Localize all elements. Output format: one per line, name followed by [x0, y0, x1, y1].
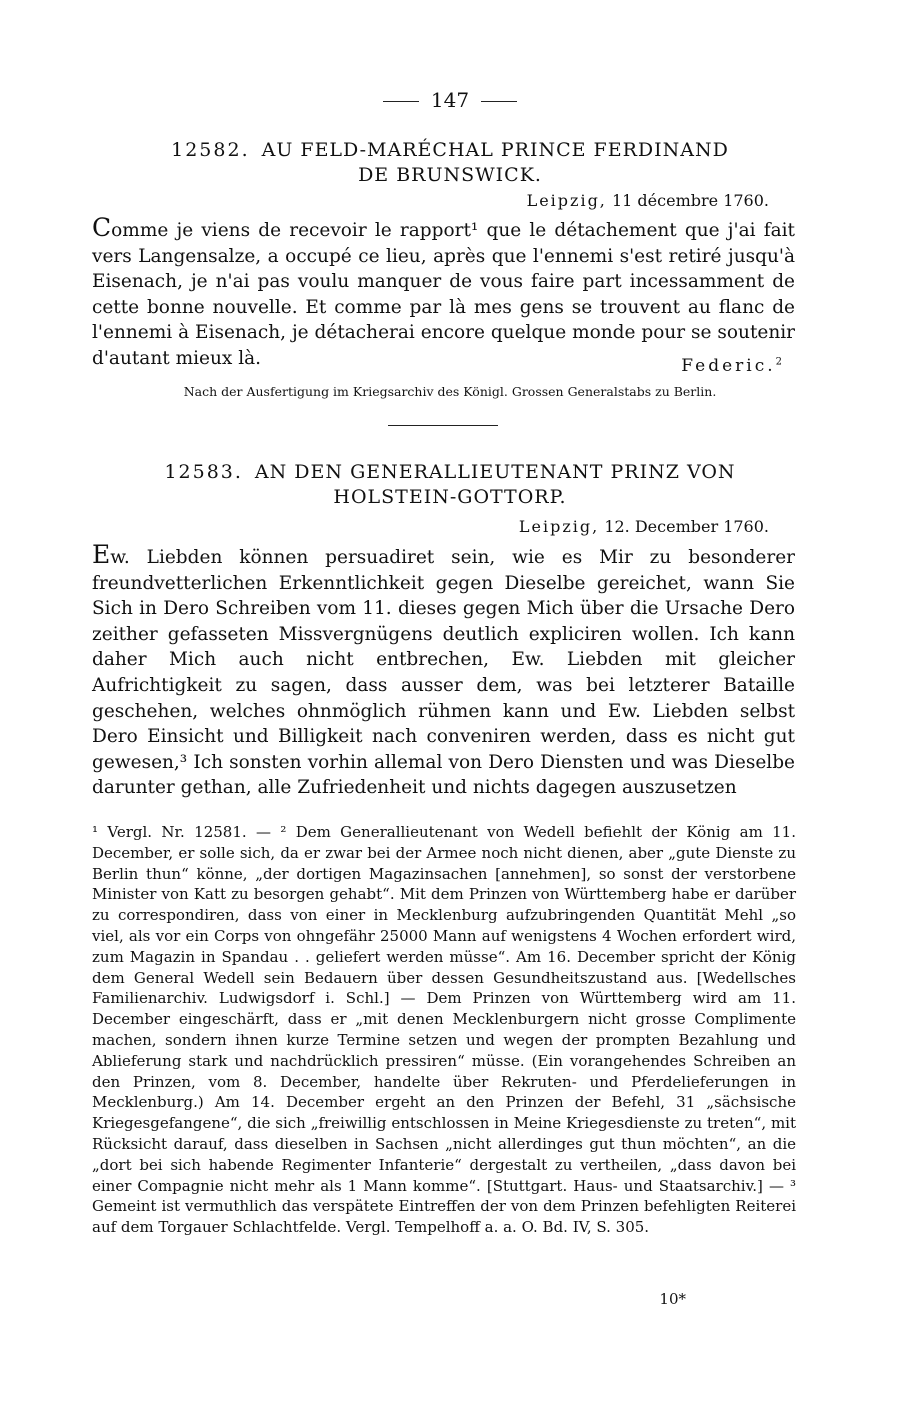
letter2-dateline [519, 517, 769, 536]
letter2-body [92, 542, 795, 801]
right-dash [481, 101, 517, 102]
letter1-signature [681, 356, 782, 376]
left-dash [383, 101, 419, 102]
letter2-date: 12. December 1760. [604, 517, 769, 536]
letter1-date: 11 décembre 1760. [611, 191, 769, 210]
letter1-title-line2: DE BRUNSWICK. [358, 164, 542, 186]
letter1-text: omme je viens de recevoir le rapport¹ que le détachement que j'ai fait vers Langensalze, a occupé ce lieu, après que l'ennemi s'est retiré jusqu'à Eisenach, je n'ai pas voulu manquer de vous faire part incessamment de cette bonne nouvelle. Et comme par là mes gens se trouvent au flanc de l'ennemi à Eisenach, je détacherai encore quelque monde pour se soutenir d'autant mieux là. [92, 220, 795, 369]
letter1-heading-line1 [96, 138, 804, 163]
footnotes: ¹ Vergl. Nr. 12581. — ² Dem Generallieutenant von Wedell befiehlt der König am 11. December, er solle sich, da er zwar bei der Armee noch nicht dienen, aber „gute Dienste zu Berlin thun“ könne, „der dortigen Magazinsachen [annehmen], so sonst der verstorbene Minister von Katt zu besorgen gehabt“. Mit dem Prinzen von Württemberg habe er darüber zu correspondiren, dass von einer in Mecklenburg aufzubringenden Quantität Mehl „so viel, als vor ein Corps von ohngefähr 25000 Mann auf wenigstens 4 Wochen erfordert wird, zum Magazin in Spandau . . geliefert werden müsse“. Am 16. December spricht der König dem General Wedell sein Bedauern über dessen Gesundheitszustand aus. [Wedellsches Familienarchiv. Ludwigsdorf i. Schl.] — Dem Prinzen von Württemberg wird am 11. December eingeschärft, dass er „mit denen Mecklenburgern nicht grosse Complimente machen, sondern ihnen kurze Termine setzen und wegen der prompten Bezahlung und Ablieferung stark und nachdrücklich pressiren“ müsse. (Ein vorangehendes Schreiben an den Prinzen, vom 8. December, handelte über Rekruten- und Pferdelieferungen in Mecklenburg.) Am 14. December ergeht an den Prinzen der Befehl, 31 „sächsische Kriegesgefangene“, die sich „freiwillig entschlossen in Meine Kriegesdienste zu treten“, mit Rücksicht darauf, dass dieselben in Sachsen „nicht allerdinges gut thun möchten“, an die „dort bei sich habende Regimenter Infanterie“ dergestalt zu vertheilen, „dass davon bei einer Compagnie nicht mehr als 1 Mann komme“. [Stuttgart. Haus- und Staatsarchiv.] — ³ Gemeint ist vermuthlich das verspätete Eintreffen der von dem Prinzen befehligten Reiterei auf dem Torgauer Schlachtfelde. Vergl. Tempelhoff a. a. O. Bd. IV, S. 305. [92, 823, 796, 1237]
letter1-signature-note: 2 [775, 356, 782, 368]
letter1-initial: C [92, 213, 112, 242]
letter1-signature-text: Federic. [681, 356, 776, 376]
letter1-body [92, 215, 795, 372]
page-number-line [0, 88, 900, 112]
letter2-initial: E [92, 540, 111, 569]
letter2-number: 12583. [164, 461, 243, 483]
letter2-text: w. Liebden können persuadiret sein, wie es Mir zu besonderer freundvetterlichen Erkenntlichkeit gegen Dieselbe gereichet, wann Sie Sich in Dero Schreiben vom 11. dieses gegen Mich über die Ursache Dero zeither gefasseten Missvergnügens deutlich expliciren wollen. Ich kann daher Mich auch nicht entbrechen, Ew. Liebden mit gleicher Aufrichtigkeit zu sagen, dass ausser dem, was bei letzterer Bataille geschehen, welches ohnmöglich rühmen kann und Ew. Liebden selbst Dero Einsicht und Billigkeit nach conveniren werden, dass es nicht gut gewesen,³ Ich sonsten vorhin allemal von Dero Diensten und was Dieselbe darunter gethan, alle Zufriedenheit und nichts dagegen auszusetzen [92, 547, 795, 799]
letter1-number: 12582. [171, 139, 250, 161]
letter2-heading [96, 460, 804, 510]
letter1-title-line1: AU FELD-MARÉCHAL PRINCE FERDINAND [261, 139, 729, 161]
page-number: 147 [430, 88, 470, 112]
letter2-heading-line1 [96, 460, 804, 485]
letter2-title-line1: AN DEN GENERALLIEUTENANT PRINZ VON [254, 461, 736, 483]
letter1-place: Leipzig, [526, 191, 607, 210]
letter2-title-line2: HOLSTEIN-GOTTORP. [333, 486, 567, 508]
section-divider [388, 425, 498, 426]
letter1-dateline [527, 191, 769, 210]
signature-mark: 10* [659, 1290, 686, 1308]
letter1-heading [96, 138, 804, 188]
letter2-place: Leipzig, [518, 517, 600, 536]
letter1-source: Nach der Ausfertigung im Kriegsarchiv des Königl. Grossen Generalstabs zu Berlin. [183, 384, 717, 399]
